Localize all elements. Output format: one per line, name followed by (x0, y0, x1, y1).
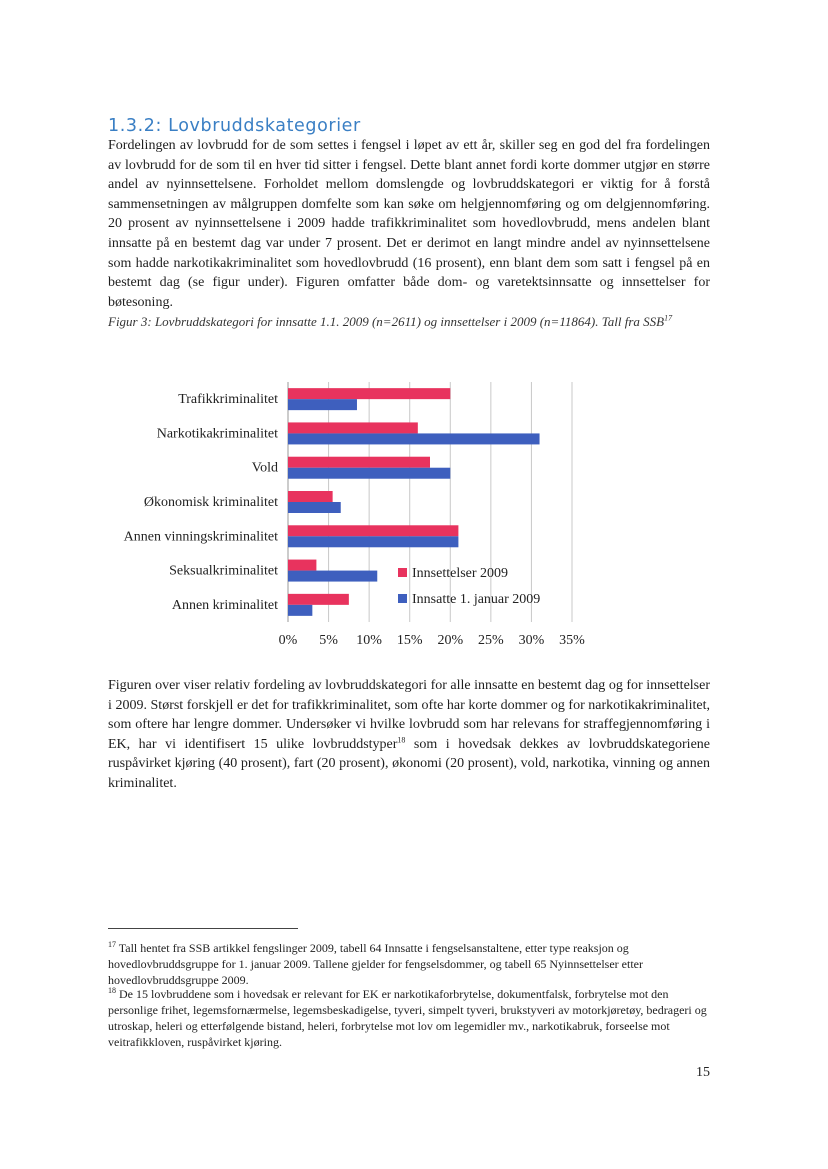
category-label: Trafikkriminalitet (178, 392, 278, 408)
category-label: Narkotikakriminalitet (156, 426, 278, 442)
legend-label: Innsettelser 2009 (412, 566, 509, 581)
legend-swatch (398, 568, 407, 577)
category-label: Annen vinningskriminalitet (123, 529, 278, 545)
footnote-divider (108, 928, 298, 929)
figure-caption-text: Figur 3: Lovbruddskategori for innsatte 1.1. 2009 (n=2611) og innsettelser i 2009 (n=11864). Tall fra SSB (108, 314, 665, 329)
bar-innsettelser-2009 (288, 388, 450, 399)
x-tick-label: 35% (559, 633, 585, 648)
legend-swatch (398, 594, 407, 603)
intro-paragraph: Fordelingen av lovbrudd for de som settes i fengsel i løpet av ett år, skiller seg en god del fra fordelingen av lovbrudd for de som til en hver tid sitter i fengsel. Dette blant annet fordi korte dommer utgjør en større andel av nyinnsettelsene. Forholdet mellom domslengde og lovbruddskategori er viktig for å forstå sammensetningen av målgruppen domfelte som kan søke om helgjennomføring og om delgjennomføring. 20 prosent av nyinnsettelsene i 2009 hadde trafikkriminalitet som hovedlovbrudd, mens andelen blant innsatte på en bestemt dag var under 7 prosent. Det er derimot en langt mindre andel av nyinnsettelsene som hadde narkotikakriminalitet som hovedlovbrudd (16 prosent), enn blant dem som satt i fengsel på en bestemt dag (se figur under). Figuren omfatter både dom- og varetektsinnsatte og innsettelser for bøtesoning. (108, 138, 710, 310)
x-tick-label: 25% (478, 633, 504, 648)
bar-innsettelser-2009 (288, 560, 316, 571)
bar-innsatte-januar-2009 (288, 468, 450, 479)
analysis-paragraph (108, 676, 710, 794)
x-tick-label: 0% (278, 633, 298, 648)
figure-caption (108, 313, 708, 331)
bar-innsettelser-2009 (288, 525, 458, 536)
footnote-17-text: Tall hentet fra SSB artikkel fengslinger 2009, tabell 64 Innsatte i fengselsanstaltene, etter type reaksjon og hovedlovbruddsgruppe for 1. januar 2009. Tallene gjelder for fengselsdommer, og tabell 65 Nyinnsettelser etter hovedlovbruddsgruppe 2009. (108, 941, 643, 987)
x-tick-label: 10% (356, 633, 382, 648)
footnote-17-mark: 17 (108, 940, 116, 949)
footnote-18 (108, 986, 710, 1050)
category-label: Vold (251, 460, 278, 476)
bar-innsatte-januar-2009 (288, 433, 540, 444)
x-tick-label: 20% (437, 633, 464, 648)
category-label: Annen kriminalitet (171, 597, 278, 613)
bar-innsettelser-2009 (288, 457, 430, 468)
bar-innsettelser-2009 (288, 594, 349, 605)
analysis-paragraph-text: Figuren over viser relativ fordeling av lovbruddskategori for alle innsatte en bestemt dag og for innsettelser i 2009. Størst forskjell er det for trafikkriminalitet, som ofte har korte dommer og for narkotikakriminalitet, som oftere har lengre dommer. Undersøker vi hvilke lovbrudd som har relevans for straffegjennomføring i EK, har vi identifisert 15 ulike lovbruddstyper (108, 678, 710, 752)
legend-label: Innsatte 1. januar 2009 (412, 592, 541, 607)
footnote-17 (108, 940, 710, 988)
bar-innsatte-januar-2009 (288, 536, 458, 547)
crime-category-bar-chart (100, 370, 610, 660)
bar-innsatte-januar-2009 (288, 502, 341, 513)
x-tick-label: 15% (396, 633, 423, 648)
bar-innsettelser-2009 (288, 491, 333, 502)
footnote-18-text: De 15 lovbruddene som i hovedsak er relevant for EK er narkotikaforbrytelse, dokumentfalsk, forbrytelse mot den personlige frihet, legemsfornærmelse, legemsbeskadigelse, tyveri, simpelt tyveri, brukstyveri av motorkjøretøy, bedrageri og utroskap, heleri og etterfølgende bistand, heleri, forbrytelse mot lov om legemidler mv., narkotikabruk, forseelse mot veitrafikkloven, ruspåvirket kjøring. (108, 987, 707, 1049)
bar-innsatte-januar-2009 (288, 605, 312, 616)
x-tick-label: 30% (518, 633, 545, 648)
x-tick-label: 5% (319, 633, 338, 648)
figure-caption-footnote-ref: 17 (664, 313, 673, 323)
bar-innsettelser-2009 (288, 422, 418, 433)
bar-innsatte-januar-2009 (288, 399, 357, 410)
category-label: Økonomisk kriminalitet (143, 495, 278, 510)
analysis-footnote-ref: 18 (397, 735, 406, 745)
page-number: 15 (696, 1065, 710, 1080)
section-heading: 1.3.2: Lovbruddskategorier (108, 116, 361, 136)
bar-innsatte-januar-2009 (288, 571, 377, 582)
analysis-paragraph-rest: som i hovedsak dekkes av lovbruddskategoriene ruspåvirket kjøring (40 prosent), fart (20 prosent), økonomi (20 prosent), vold, narkotika, vinning og annen kriminalitet. (108, 736, 710, 791)
category-label: Seksualkriminalitet (169, 563, 278, 579)
footnote-18-mark: 18 (108, 986, 116, 995)
